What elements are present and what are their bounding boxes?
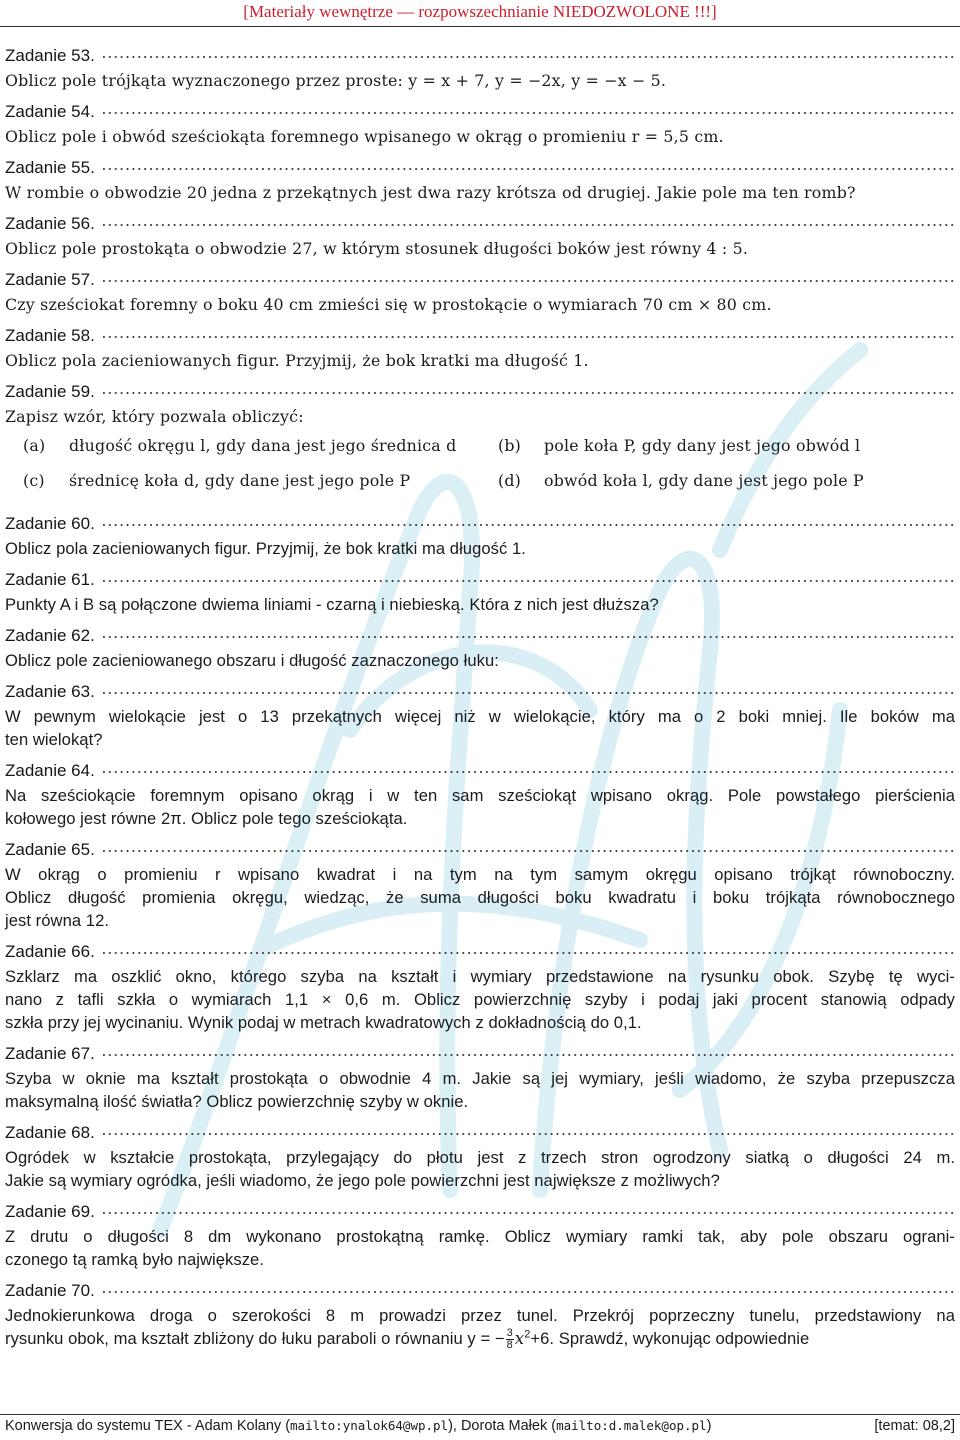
dotted-leader — [101, 53, 955, 61]
problem-text-line: czonego tą ramką było największe. — [5, 1250, 264, 1269]
problem-title: Zadanie 62. — [5, 626, 95, 645]
dotted-leader — [101, 768, 955, 776]
footer-email-link-1[interactable]: mailto:ynalok64@wp.pl — [290, 1418, 449, 1433]
footer-divider — [0, 1414, 960, 1415]
problem-title: Zadanie 56. — [5, 214, 95, 233]
problem-title: Zadanie 64. — [5, 761, 95, 780]
problem-69 — [5, 1202, 955, 1271]
dotted-leader — [101, 847, 955, 855]
footer-prefix: Konwersja do systemu TEX - Adam Kolany ( — [5, 1418, 291, 1434]
dotted-leader — [101, 1051, 955, 1059]
problem-text-line: Z drutu o długości 8 dm wykonano prostokątną ramkę. Oblicz wymiary ramki tak, aby pole obszaru ograni- — [5, 1227, 955, 1246]
problem-text-line: szkła przy jej wycinaniu. Wynik podaj w metrach kwadratowych z dokładnością do 0,1. — [5, 1013, 642, 1032]
subitem-label: (a) — [23, 436, 46, 455]
subitem-label: (c) — [23, 471, 45, 490]
header-divider — [0, 26, 960, 27]
subitem-d — [480, 469, 955, 492]
dotted-leader — [101, 389, 955, 397]
fraction — [506, 1328, 514, 1351]
fraction-denominator: 8 — [506, 1339, 513, 1352]
subitem-text: średnicę koła d, gdy dane jest jego pole P — [69, 471, 411, 490]
problem-57 — [5, 270, 955, 316]
problem-59 — [5, 382, 955, 504]
dotted-leader — [101, 1130, 955, 1138]
problem-title: Zadanie 68. — [5, 1123, 95, 1142]
problem-text-line: nano z tafli szkła o wymiarach 1,1 × 0,6 m. Oblicz powierzchnię szyby i podaj jaki procent stanowią odpady — [5, 990, 955, 1009]
problem-title: Zadanie 55. — [5, 158, 95, 177]
fraction-numerator: 3 — [506, 1327, 513, 1340]
problem-title: Zadanie 54. — [5, 102, 95, 121]
problem-list — [5, 46, 955, 1361]
problem-text: Oblicz pola zacieniowanych figur. Przyjmij, że bok kratki ma długość 1. — [5, 539, 526, 558]
problem-text: Oblicz pole i obwód sześciokąta foremnego wpisanego w okrąg o promieniu r = 5,5 cm. — [5, 127, 724, 146]
problem-title: Zadanie 58. — [5, 326, 95, 345]
subitem-label: (b) — [498, 436, 522, 455]
footer-suffix: ) — [706, 1418, 712, 1434]
problem-title: Zadanie 65. — [5, 840, 95, 859]
problem-title: Zadanie 60. — [5, 514, 95, 533]
dotted-leader — [101, 1209, 955, 1217]
problem-title: Zadanie 61. — [5, 570, 95, 589]
footer-email-link-2[interactable]: mailto:d.malek@op.pl — [556, 1418, 707, 1433]
problem-title: Zadanie 69. — [5, 1202, 95, 1221]
problem-text-line: W okrąg o promieniu r wpisano kwadrat i na tym na tym samym okręgu opisano trójkąt równoboczny. — [5, 865, 955, 884]
dotted-leader — [101, 221, 955, 229]
problem-title: Zadanie 63. — [5, 682, 95, 701]
dotted-leader — [101, 165, 955, 173]
dotted-leader — [101, 277, 955, 285]
problem-formula-line — [5, 1327, 955, 1351]
subitem-text: pole koła P, gdy dany jest jego obwód l — [544, 436, 861, 455]
problem-text: Czy sześciokat foremny o boku 40 cm zmieści się w prostokącie o wymiarach 70 cm × 80 cm. — [5, 295, 772, 314]
problem-text-line: W pewnym wielokącie jest o 13 przekątnych więcej niż w wielokącie, który ma o 2 boki mniej. Ile boków ma — [5, 707, 955, 726]
formula-exponent: 2 — [524, 1328, 531, 1341]
subitem-b — [480, 434, 955, 457]
problem-text: Zapisz wzór, który pozwala obliczyć: — [5, 407, 304, 426]
problem-text-line: Jednokierunkowa droga o szerokości 8 m prowadzi przez tunel. Przekrój poprzeczny tunelu, przedstawiony na — [5, 1306, 955, 1325]
problem-58 — [5, 326, 955, 372]
footer — [5, 1418, 955, 1434]
problem-text: Punkty A i B są połączone dwiema liniami - czarną i niebieską. Która z nich jest dłuższa? — [5, 595, 659, 614]
footer-middle: ), Dorota Małek ( — [448, 1418, 557, 1434]
problem-56 — [5, 214, 955, 260]
formula-text-after: +6. Sprawdź, wykonując odpowiednie — [530, 1329, 810, 1348]
problem-title: Zadanie 53. — [5, 46, 95, 65]
problem-text-line: ten wielokąt? — [5, 730, 103, 749]
problem-text: W rombie o obwodzie 20 jedna z przekątnych jest dwa razy krótsza od drugiej. Jakie pole ma ten romb? — [5, 183, 856, 202]
problem-63 — [5, 682, 955, 751]
problem-60 — [5, 514, 955, 560]
problem-54 — [5, 102, 955, 148]
dotted-leader — [101, 333, 955, 341]
header-notice: [Materiały wewnętrze — rozpowszechnianie NIEDOZWOLONE !!!] — [243, 2, 717, 21]
formula-variable: x — [514, 1329, 525, 1348]
problem-62 — [5, 626, 955, 672]
problem-67 — [5, 1044, 955, 1113]
dotted-leader — [101, 577, 955, 585]
problem-text-line: Ogródek w kształcie prostokąta, przylegający do płotu jest z trzech stron ogrodzony siatką o długości 24 m. — [5, 1148, 955, 1167]
problem-70 — [5, 1281, 955, 1351]
problem-text-line: maksymalną ilość światła? Oblicz powierzchnię szyby w oknie. — [5, 1092, 469, 1111]
problem-text: Oblicz pole zacieniowanego obszaru i długość zaznaczonego łuku: — [5, 651, 499, 670]
subitem-label: (d) — [498, 471, 522, 490]
problem-title: Zadanie 67. — [5, 1044, 95, 1063]
problem-text: Oblicz pole prostokąta o obwodzie 27, w którym stosunek długości boków jest równy 4 : 5. — [5, 239, 749, 258]
problem-64 — [5, 761, 955, 830]
subitem-a — [5, 434, 480, 457]
problem-text-line: Jakie są wymiary ogródka, jeśli wiadomo, że jego pole powierzchni jest największe z możliwych? — [5, 1171, 720, 1190]
dotted-leader — [101, 1288, 955, 1296]
problem-65 — [5, 840, 955, 932]
problem-title: Zadanie 66. — [5, 942, 95, 961]
dotted-leader — [101, 949, 955, 957]
problem-text: Oblicz pole trójkąta wyznaczonego przez proste: y = x + 7, y = −2x, y = −x − 5. — [5, 71, 667, 90]
problem-title: Zadanie 57. — [5, 270, 95, 289]
subitem-list — [5, 434, 955, 504]
dotted-leader — [101, 109, 955, 117]
footer-topic: [temat: 08,2] — [874, 1418, 955, 1434]
problem-text-line: kołowego jest równe 2π. Oblicz pole tego sześciokąta. — [5, 809, 408, 828]
problem-text-line: Szyba w oknie ma kształt prostokąta o obwodnie 4 m. Jakie są jej wymiary, jeśli wiadomo, że szyba przepuszcza — [5, 1069, 955, 1088]
dotted-leader — [101, 633, 955, 641]
problem-61 — [5, 570, 955, 616]
subitem-c — [5, 469, 480, 492]
problem-title: Zadanie 70. — [5, 1281, 95, 1300]
dotted-leader — [101, 521, 955, 529]
problem-text: Oblicz pola zacieniowanych figur. Przyjmij, że bok kratki ma długość 1. — [5, 351, 589, 370]
subitem-text: obwód koła l, gdy dane jest jego pole P — [544, 471, 864, 490]
problem-text-line: Na sześciokącie foremnym opisano okrąg i w ten sam sześciokąt wpisano okrąg. Pole powstałego pierścienia — [5, 786, 955, 805]
footer-credits — [5, 1418, 711, 1434]
problem-text-line: Szklarz ma oszklić okno, którego szyba na kształt i wymiary przedstawione na rysunku obok. Szybę tę wyci- — [5, 967, 955, 986]
problem-68 — [5, 1123, 955, 1192]
problem-55 — [5, 158, 955, 204]
formula-text-before: rysunku obok, ma kształt zbliżony do łuku paraboli o równaniu y = − — [5, 1329, 505, 1348]
dotted-leader — [101, 689, 955, 697]
problem-text-line: Oblicz długość promienia okręgu, wiedząc, że suma długości boku kwadratu i boku trójkąta równobocznego — [5, 888, 955, 907]
problem-53 — [5, 46, 955, 92]
problem-66 — [5, 942, 955, 1034]
problem-title: Zadanie 59. — [5, 382, 95, 401]
problem-text-line: jest równa 12. — [5, 911, 110, 930]
subitem-text: długość okręgu l, gdy dana jest jego średnica d — [69, 436, 457, 455]
